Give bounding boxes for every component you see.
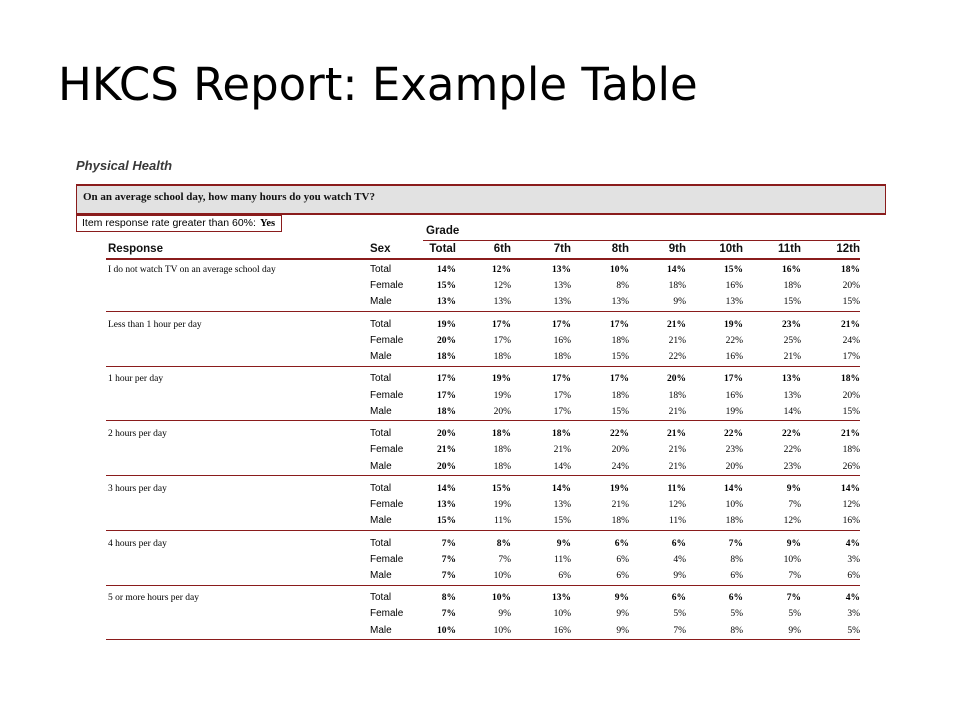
table-cell: 18% bbox=[493, 445, 511, 456]
table-cell: 26% bbox=[842, 461, 860, 472]
table-cell: 6% bbox=[728, 593, 743, 604]
table-cell: 10% bbox=[493, 625, 511, 636]
table-cell: 21% bbox=[668, 461, 686, 472]
table-cell: 9% bbox=[498, 609, 511, 620]
sex-label: Female bbox=[370, 553, 404, 565]
table-cell: 5% bbox=[847, 625, 860, 636]
table-cell: 18% bbox=[553, 352, 571, 363]
table-cell: 6% bbox=[671, 538, 686, 549]
table-cell: 8% bbox=[730, 625, 743, 636]
column-header-10th: 10th bbox=[719, 243, 743, 255]
group-divider bbox=[106, 530, 860, 531]
response-rate-box bbox=[76, 215, 282, 232]
response-label: Less than 1 hour per day bbox=[108, 319, 202, 330]
table-cell: 12% bbox=[493, 281, 511, 292]
table-cell: 10% bbox=[783, 554, 801, 565]
table-cell: 13% bbox=[782, 374, 801, 385]
column-header-6th: 6th bbox=[493, 243, 511, 255]
table-cell: 17% bbox=[610, 374, 629, 385]
table-cell: 15% bbox=[492, 483, 511, 494]
table-cell: 19% bbox=[610, 483, 629, 494]
table-cell: 6% bbox=[616, 570, 629, 581]
table-cell: 9% bbox=[614, 593, 629, 604]
table-cell: 9% bbox=[786, 538, 801, 549]
sex-label: Female bbox=[370, 608, 404, 620]
response-label: 2 hours per day bbox=[108, 429, 167, 440]
group-divider bbox=[106, 639, 860, 640]
table-cell: 9% bbox=[673, 297, 686, 308]
table-cell: 17% bbox=[493, 335, 511, 346]
table-cell: 18% bbox=[552, 429, 571, 440]
table-cell: 8% bbox=[730, 554, 743, 565]
table-cell: 5% bbox=[673, 609, 686, 620]
table-cell: 22% bbox=[725, 335, 743, 346]
table-cell: 12% bbox=[492, 265, 511, 275]
table-cell: 13% bbox=[553, 297, 571, 308]
group-divider bbox=[106, 475, 860, 476]
table-cell: 19% bbox=[437, 319, 456, 330]
column-header-9th: 9th bbox=[668, 243, 686, 255]
table-cell: 17% bbox=[492, 319, 511, 330]
table-cell: 19% bbox=[493, 500, 511, 510]
sex-label: Male bbox=[370, 405, 392, 417]
table-cell: 21% bbox=[667, 319, 686, 330]
table-cell: 5% bbox=[788, 609, 801, 620]
table-cell: 18% bbox=[611, 516, 629, 527]
table-cell: 22% bbox=[610, 429, 629, 440]
sex-label: Female bbox=[370, 334, 404, 346]
table-cell: 21% bbox=[668, 445, 686, 456]
table-cell: 3% bbox=[847, 554, 860, 565]
table-cell: 16% bbox=[842, 516, 860, 527]
sex-label: Male bbox=[370, 569, 392, 581]
table-cell: 20% bbox=[725, 461, 743, 472]
question-box bbox=[76, 184, 886, 215]
table-cell: 11% bbox=[668, 516, 686, 527]
report-table-image bbox=[76, 158, 891, 643]
section-title: Physical Health bbox=[76, 158, 173, 173]
table-cell: 21% bbox=[553, 445, 571, 456]
sex-label: Female bbox=[370, 499, 404, 510]
table-cell: 21% bbox=[668, 335, 686, 346]
table-cell: 15% bbox=[724, 265, 743, 275]
grade-label: Grade bbox=[426, 225, 460, 237]
table-cell: 21% bbox=[841, 319, 860, 330]
table-cell: 12% bbox=[783, 516, 801, 527]
table-cell: 18% bbox=[437, 352, 456, 363]
table-cell: 11% bbox=[667, 483, 686, 494]
sex-label: Total bbox=[370, 318, 392, 330]
column-header-total: Total bbox=[429, 243, 456, 255]
table-cell: 10% bbox=[492, 593, 511, 604]
table-cell: 20% bbox=[842, 281, 860, 292]
table-cell: 8% bbox=[616, 281, 629, 292]
table-cell: 9% bbox=[673, 570, 686, 581]
sex-label: Male bbox=[370, 624, 392, 636]
sex-label: Male bbox=[370, 351, 392, 363]
table-cell: 7% bbox=[441, 538, 456, 549]
table-cell: 23% bbox=[725, 445, 743, 456]
grade-rule bbox=[423, 240, 860, 241]
table-cell: 10% bbox=[437, 625, 456, 636]
table-cell: 17% bbox=[553, 390, 571, 401]
response-rate-value: Yes bbox=[259, 218, 276, 229]
table-cell: 14% bbox=[437, 483, 456, 494]
table-cell: 13% bbox=[725, 297, 743, 308]
table-cell: 15% bbox=[437, 281, 456, 292]
table-cell: 13% bbox=[437, 297, 456, 308]
table-cell: 7% bbox=[786, 593, 801, 604]
table-cell: 6% bbox=[671, 593, 686, 604]
table-cell: 6% bbox=[614, 538, 629, 549]
sex-label: Female bbox=[370, 389, 404, 401]
table-cell: 18% bbox=[842, 445, 860, 456]
table-cell: 21% bbox=[783, 352, 801, 363]
response-label: 1 hour per day bbox=[108, 374, 164, 385]
table-cell: 21% bbox=[841, 429, 860, 440]
table-cell: 22% bbox=[782, 429, 801, 440]
sex-label: Total bbox=[370, 537, 392, 549]
table-cell: 7% bbox=[441, 554, 456, 565]
table-cell: 12% bbox=[842, 500, 860, 510]
sex-label: Total bbox=[370, 373, 392, 385]
question-text: On an average school day, how many hours do you watch TV? bbox=[83, 191, 375, 203]
table-cell: 14% bbox=[783, 406, 801, 417]
table-cell: 16% bbox=[553, 335, 571, 346]
table-cell: 17% bbox=[842, 352, 860, 363]
table-cell: 13% bbox=[493, 297, 511, 308]
header-response: Response bbox=[108, 243, 163, 255]
table-cell: 20% bbox=[437, 335, 456, 346]
table-cell: 20% bbox=[842, 390, 860, 401]
header-sex: Sex bbox=[370, 243, 391, 255]
table-cell: 21% bbox=[667, 429, 686, 440]
table-cell: 10% bbox=[725, 500, 743, 510]
table-cell: 3% bbox=[847, 609, 860, 620]
table-cell: 17% bbox=[724, 374, 743, 385]
table-cell: 20% bbox=[437, 429, 456, 440]
table-cell: 15% bbox=[842, 297, 860, 308]
table-cell: 4% bbox=[845, 538, 860, 549]
response-label: 3 hours per day bbox=[108, 483, 167, 494]
table-cell: 7% bbox=[498, 554, 511, 565]
table-cell: 10% bbox=[553, 609, 571, 620]
table-cell: 10% bbox=[493, 570, 511, 581]
sex-label: Female bbox=[370, 444, 404, 456]
sex-label: Male bbox=[370, 460, 392, 472]
sex-label: Male bbox=[370, 296, 392, 308]
table-cell: 22% bbox=[668, 352, 686, 363]
table-cell: 7% bbox=[673, 625, 686, 636]
table-cell: 13% bbox=[553, 500, 571, 510]
table-cell: 9% bbox=[786, 483, 801, 494]
table-cell: 23% bbox=[782, 319, 801, 330]
table-cell: 25% bbox=[783, 335, 801, 346]
table-cell: 13% bbox=[552, 265, 571, 275]
table-cell: 15% bbox=[611, 406, 629, 417]
table-cell: 8% bbox=[496, 538, 511, 549]
table-cell: 18% bbox=[841, 374, 860, 385]
table-cell: 18% bbox=[783, 281, 801, 292]
table-cell: 4% bbox=[845, 593, 860, 604]
table-cell: 18% bbox=[492, 429, 511, 440]
response-rate-label: Item response rate greater than 60%: bbox=[82, 217, 256, 229]
table-cell: 19% bbox=[492, 374, 511, 385]
table-cell: 18% bbox=[493, 352, 511, 363]
table-cell: 15% bbox=[783, 297, 801, 308]
column-header-12th: 12th bbox=[836, 243, 860, 255]
table-cell: 7% bbox=[728, 538, 743, 549]
table-cell: 6% bbox=[616, 554, 629, 565]
table-cell: 9% bbox=[556, 538, 571, 549]
table-cell: 19% bbox=[725, 406, 743, 417]
table-cell: 17% bbox=[552, 319, 571, 330]
sex-label: Total bbox=[370, 592, 392, 604]
table-cell: 16% bbox=[553, 625, 571, 636]
table-cell: 13% bbox=[552, 593, 571, 604]
column-header-8th: 8th bbox=[611, 243, 629, 255]
table-cell: 15% bbox=[437, 516, 456, 527]
sex-label: Female bbox=[370, 280, 404, 292]
table-cell: 16% bbox=[782, 265, 801, 275]
table-cell: 8% bbox=[441, 593, 456, 604]
table-cell: 20% bbox=[611, 445, 629, 456]
table-cell: 20% bbox=[493, 406, 511, 417]
group-divider bbox=[106, 585, 860, 586]
group-divider bbox=[106, 420, 860, 421]
table-cell: 6% bbox=[847, 570, 860, 581]
table-cell: 13% bbox=[553, 281, 571, 292]
table-cell: 14% bbox=[553, 461, 571, 472]
table-cell: 18% bbox=[841, 265, 860, 275]
table-cell: 19% bbox=[493, 390, 511, 401]
table-cell: 14% bbox=[667, 265, 686, 275]
group-divider bbox=[106, 311, 860, 312]
table-cell: 17% bbox=[437, 390, 456, 401]
table-cell: 15% bbox=[553, 516, 571, 527]
response-label: 4 hours per day bbox=[108, 538, 167, 549]
table-cell: 9% bbox=[616, 609, 629, 620]
table-cell: 13% bbox=[783, 390, 801, 401]
table-cell: 17% bbox=[553, 406, 571, 417]
table-cell: 9% bbox=[788, 625, 801, 636]
table-cell: 7% bbox=[788, 570, 801, 581]
table-cell: 19% bbox=[724, 319, 743, 330]
table-cell: 13% bbox=[437, 500, 456, 510]
table-cell: 18% bbox=[668, 281, 686, 292]
table-cell: 20% bbox=[437, 461, 456, 472]
header-rule bbox=[106, 258, 860, 260]
table-cell: 24% bbox=[842, 335, 860, 346]
column-header-7th: 7th bbox=[553, 243, 571, 255]
table-cell: 6% bbox=[558, 570, 571, 581]
table-cell: 7% bbox=[788, 500, 801, 510]
table-cell: 21% bbox=[668, 406, 686, 417]
table-cell: 14% bbox=[552, 483, 571, 494]
table-cell: 4% bbox=[673, 554, 686, 565]
table-cell: 14% bbox=[724, 483, 743, 494]
table-cell: 13% bbox=[611, 297, 629, 308]
table-cell: 17% bbox=[437, 374, 456, 385]
table-cell: 11% bbox=[493, 516, 511, 527]
table-cell: 22% bbox=[724, 429, 743, 440]
table-cell: 16% bbox=[725, 352, 743, 363]
table-cell: 10% bbox=[610, 265, 629, 275]
table-cell: 14% bbox=[437, 265, 456, 275]
table-cell: 18% bbox=[725, 516, 743, 527]
table-cell: 14% bbox=[841, 483, 860, 494]
table-cell: 15% bbox=[611, 352, 629, 363]
table-cell: 21% bbox=[437, 445, 456, 456]
table-cell: 17% bbox=[552, 374, 571, 385]
table-cell: 22% bbox=[783, 445, 801, 456]
table-cell: 5% bbox=[730, 609, 743, 620]
table-cell: 12% bbox=[668, 500, 686, 510]
sex-label: Male bbox=[370, 515, 392, 527]
table-cell: 16% bbox=[725, 390, 743, 401]
table-cell: 11% bbox=[553, 554, 571, 565]
table-cell: 20% bbox=[667, 374, 686, 385]
table-cell: 23% bbox=[783, 461, 801, 472]
sex-label: Total bbox=[370, 482, 392, 494]
table-cell: 7% bbox=[441, 609, 456, 620]
table-cell: 18% bbox=[668, 390, 686, 401]
table-cell: 18% bbox=[611, 390, 629, 401]
table-cell: 18% bbox=[611, 335, 629, 346]
table-cell: 17% bbox=[610, 319, 629, 330]
table-cell: 24% bbox=[611, 461, 629, 472]
slide-title: HKCS Report: Example Table bbox=[58, 58, 698, 111]
table-cell: 15% bbox=[842, 406, 860, 417]
table-cell: 21% bbox=[611, 500, 629, 510]
table-cell: 9% bbox=[616, 625, 629, 636]
table-cell: 18% bbox=[493, 461, 511, 472]
response-label: I do not watch TV on an average school day bbox=[108, 265, 276, 275]
table-cell: 16% bbox=[725, 281, 743, 292]
sex-label: Total bbox=[370, 428, 392, 440]
group-divider bbox=[106, 366, 860, 367]
response-label: 5 or more hours per day bbox=[108, 593, 200, 604]
table-cell: 7% bbox=[441, 570, 456, 581]
column-header-11th: 11th bbox=[777, 243, 801, 255]
sex-label: Total bbox=[370, 264, 392, 275]
table-cell: 18% bbox=[437, 406, 456, 417]
table-cell: 6% bbox=[730, 570, 743, 581]
